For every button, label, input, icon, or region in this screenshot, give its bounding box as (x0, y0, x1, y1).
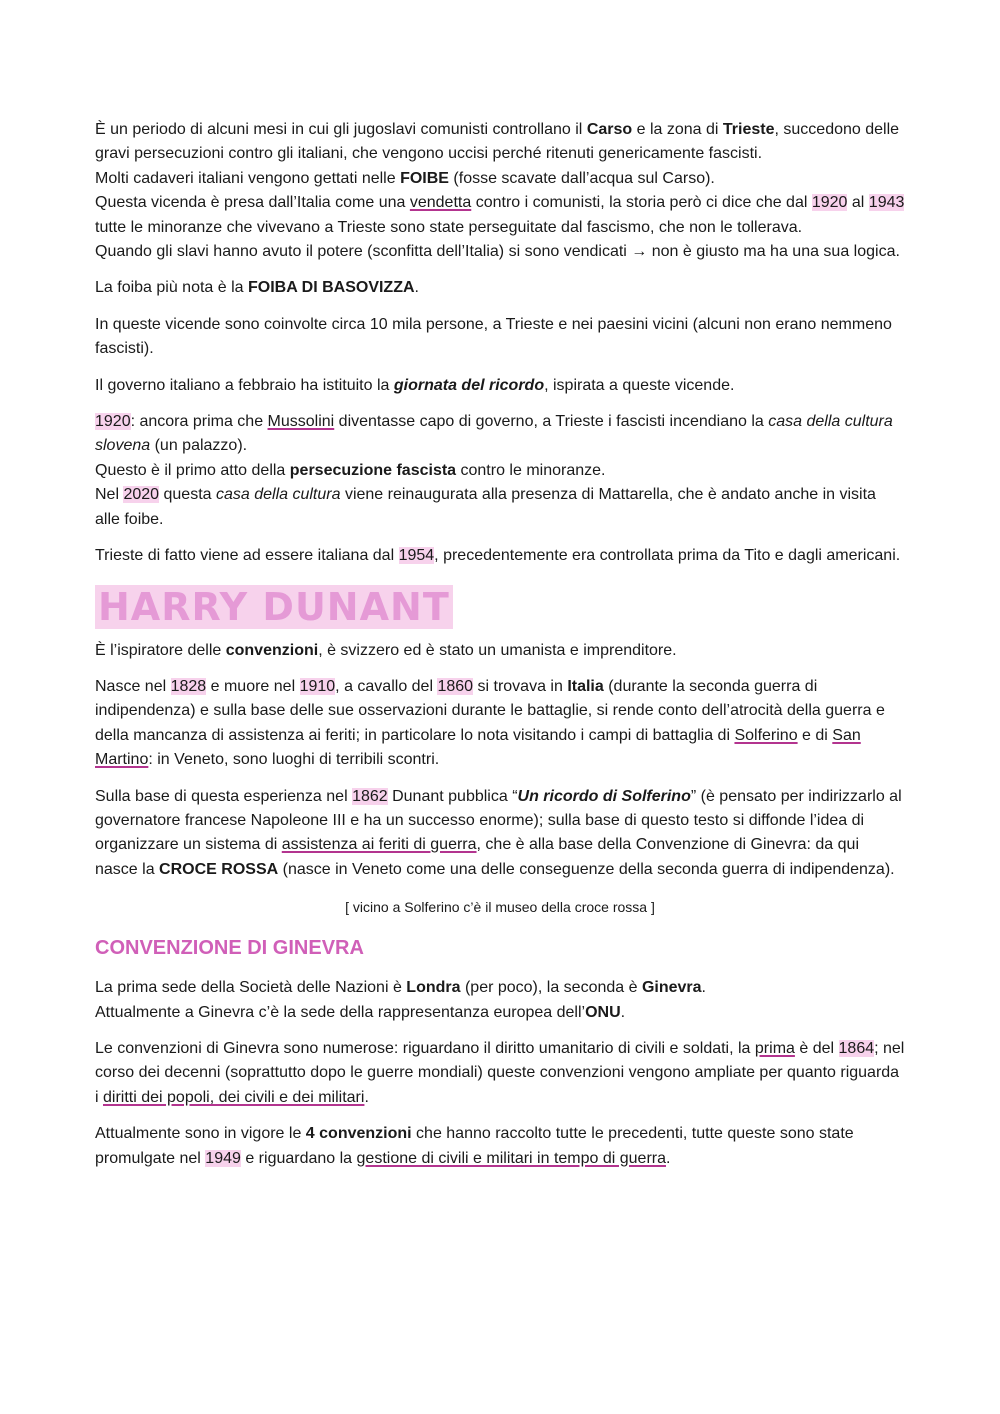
underlined-diritti: diritti dei popoli, dei civili e dei militari (103, 1088, 365, 1106)
text: diventasse capo di governo, a Trieste i fascisti incendiano la (334, 413, 769, 431)
highlight-year: 1862 (352, 787, 388, 805)
text: , succedono delle gravi persecuzioni contro gli italiani, che vengono uccisi perché ritenuti genericamente fascisti. (95, 121, 900, 163)
text: . (364, 1088, 369, 1106)
highlight-year: 1920 (95, 413, 131, 431)
underlined-assistenza: assistenza ai feriti di guerra (281, 836, 477, 854)
bold-carso: Carso (586, 121, 633, 138)
text: . (620, 1003, 626, 1021)
text: Nel (95, 486, 124, 504)
text: . (701, 979, 706, 997)
text: Nasce nel (95, 677, 171, 695)
text: È un periodo di alcuni mesi in cui gli jugoslavi comunisti controllano il (95, 121, 587, 138)
highlight-year: 1910 (299, 677, 336, 695)
text: ” (è pensato per indirizzarlo al governatore francese Napoleone III e ha un successo enorme); sulla base di questo testo si diffonde l’idea di organizzare un sistema di (95, 787, 902, 854)
bold-trieste: Trieste (722, 121, 775, 138)
underlined-vendetta: vendetta (409, 194, 472, 212)
text: contro le minoranze. (456, 461, 606, 479)
paragraph-vigore (95, 1122, 905, 1171)
highlight-year: 1828 (170, 677, 207, 695)
text: e di (797, 726, 833, 744)
text: (fosse scavate dall’acqua sul Carso). (448, 169, 715, 187)
paragraph-1920 (95, 410, 905, 532)
highlight-year: 1920 (811, 194, 848, 212)
text: (durante la seconda guerra di indipendenza) e sulla base delle sue osservazioni durante le battaglie, si rende conto dell’atrocità della guerra e della mancanza di assistenza ai feriti; in particolare lo nota visitando i campi di battaglia di (95, 677, 885, 744)
bold-4-convenzioni: 4 convenzioni (305, 1125, 412, 1143)
text: : ancora prima che (130, 413, 268, 431)
text: , precedentemente era controllata prima da Tito e dagli americani. (434, 547, 901, 565)
paragraph-sedi (95, 976, 905, 1025)
centered-note: [ vicino a Solferino c’è il museo della croce rossa ] (345, 899, 655, 916)
bold-italic-giornata: giornata del ricordo (393, 376, 545, 394)
underlined-solferino: Solferino (734, 726, 798, 744)
subheading: CONVENZIONE DI GINEVRA (95, 937, 364, 960)
text: e la zona di (632, 121, 723, 138)
bold-onu: ONU (585, 1003, 621, 1021)
bold-londra: Londra (406, 979, 461, 997)
bold-croce-rossa: CROCE ROSSA (159, 860, 279, 878)
highlight-year: 2020 (123, 486, 160, 504)
text: Questa vicenda è presa dall’Italia come una (95, 194, 410, 212)
text: Dunant pubblica “ (387, 787, 518, 805)
text: che hanno raccolto tutte le precedenti, tutte queste sono state promulgate nel (95, 1125, 854, 1167)
text: tutte le minoranze che vivevano a Trieste sono state perseguitate dal fascismo, che non le tollerava. (95, 218, 803, 236)
text: , ispirata a queste vicende. (544, 376, 735, 394)
text: . (666, 1149, 671, 1167)
bold-italia: Italia (567, 677, 604, 695)
highlight-year: 1954 (398, 547, 435, 565)
paragraph-dunant-book (95, 785, 905, 883)
text: È l’ispiratore delle (95, 641, 226, 659)
paragraph-victims (95, 313, 905, 362)
text: (per poco), la seconda è (460, 979, 642, 997)
bold-convenzioni: convenzioni (225, 641, 319, 659)
book-title: Un ricordo di Solferino (517, 787, 691, 805)
text: e muore nel (206, 677, 300, 695)
paragraph-1954 (95, 544, 905, 568)
text: Quando gli slavi hanno avuto il potere (sconfitta dell’Italia) si sono vendicati → non è giusto ma ha una sua logica. (95, 243, 900, 261)
text: viene reinaugurata alla presenza di Mattarella, che è andato anche in visita alle foibe. (95, 486, 876, 528)
paragraph-dunant-life (95, 675, 905, 773)
underlined-mussolini: Mussolini (267, 413, 335, 431)
text: Attualmente sono in vigore le (95, 1125, 306, 1143)
text: La foiba più nota è la (95, 279, 249, 297)
text: , è svizzero ed è stato un umanista e imprenditore. (318, 641, 677, 659)
text: al (847, 194, 869, 212)
text: Sulla base di questa esperienza nel (95, 787, 353, 805)
bold-persecuzione: persecuzione fascista (289, 461, 457, 479)
paragraph-giornata (95, 374, 905, 398)
paragraph-convenzioni (95, 1037, 905, 1110)
highlight-year: 1860 (437, 677, 474, 695)
italic-casa: casa della cultura (215, 486, 341, 504)
bold-ginevra: Ginevra (641, 979, 702, 997)
text: è del (794, 1039, 839, 1057)
highlight-year: 1864 (838, 1039, 875, 1057)
text: si trovava in (473, 677, 568, 695)
underlined-san-martino: San Martino (95, 726, 861, 769)
paragraph-dunant-intro (95, 639, 905, 663)
underlined-gestione: gestione di civili e militari in tempo di guerra (356, 1149, 666, 1167)
paragraph-foibe-intro (95, 118, 905, 264)
text: Questo è il primo atto della (95, 461, 290, 479)
paragraph-basovizza (95, 276, 905, 300)
text: contro i comunisti, la storia però ci dice che dal (471, 194, 812, 212)
text: In queste vicende sono coinvolte circa 10 mila persone, a Trieste e nei paesini vicini (alcuni non erano nemmeno fascisti). (95, 315, 892, 358)
text: : in Veneto, sono luoghi di terribili scontri. (148, 751, 440, 769)
text: , a cavallo del (335, 677, 438, 695)
italic-casa: casa della cultura slovena (95, 413, 893, 455)
text: Il governo italiano a febbraio ha istituito la (95, 376, 394, 394)
highlight-year: 1943 (868, 194, 905, 212)
bold-basovizza: FOIBA DI BASOVIZZA (248, 279, 415, 297)
highlight-year: 1949 (205, 1149, 241, 1167)
section-title: HARRY DUNANT (95, 585, 453, 629)
bold-foibe: FOIBE (400, 169, 449, 187)
text: Molti cadaveri italiani vengono gettati nelle (95, 169, 401, 187)
text: Trieste di fatto viene ad essere italiana dal (95, 547, 399, 565)
text: e riguardano la (240, 1149, 357, 1167)
underlined-prima: prima (754, 1039, 795, 1057)
text: , che è alla base della Convenzione di Ginevra: da qui nasce la (95, 836, 859, 878)
text: (un palazzo). (150, 437, 248, 455)
text: (nasce in Veneto come una delle conseguenze della seconda guerra di indipendenza). (278, 860, 895, 878)
text: questa (159, 486, 216, 504)
text: La prima sede della Società delle Nazioni è (95, 979, 407, 997)
text: Attualmente a Ginevra c’è la sede della rappresentanza europea dell’ (95, 1003, 586, 1021)
text: . (414, 279, 419, 297)
text: ; nel corso dei decenni (soprattutto dopo le guerre mondiali) queste convenzioni vengono ampliate per quanto riguarda i (95, 1039, 905, 1106)
text: Le convenzioni di Ginevra sono numerose: riguardano il diritto umanitario di civili e soldati, la (95, 1039, 755, 1057)
